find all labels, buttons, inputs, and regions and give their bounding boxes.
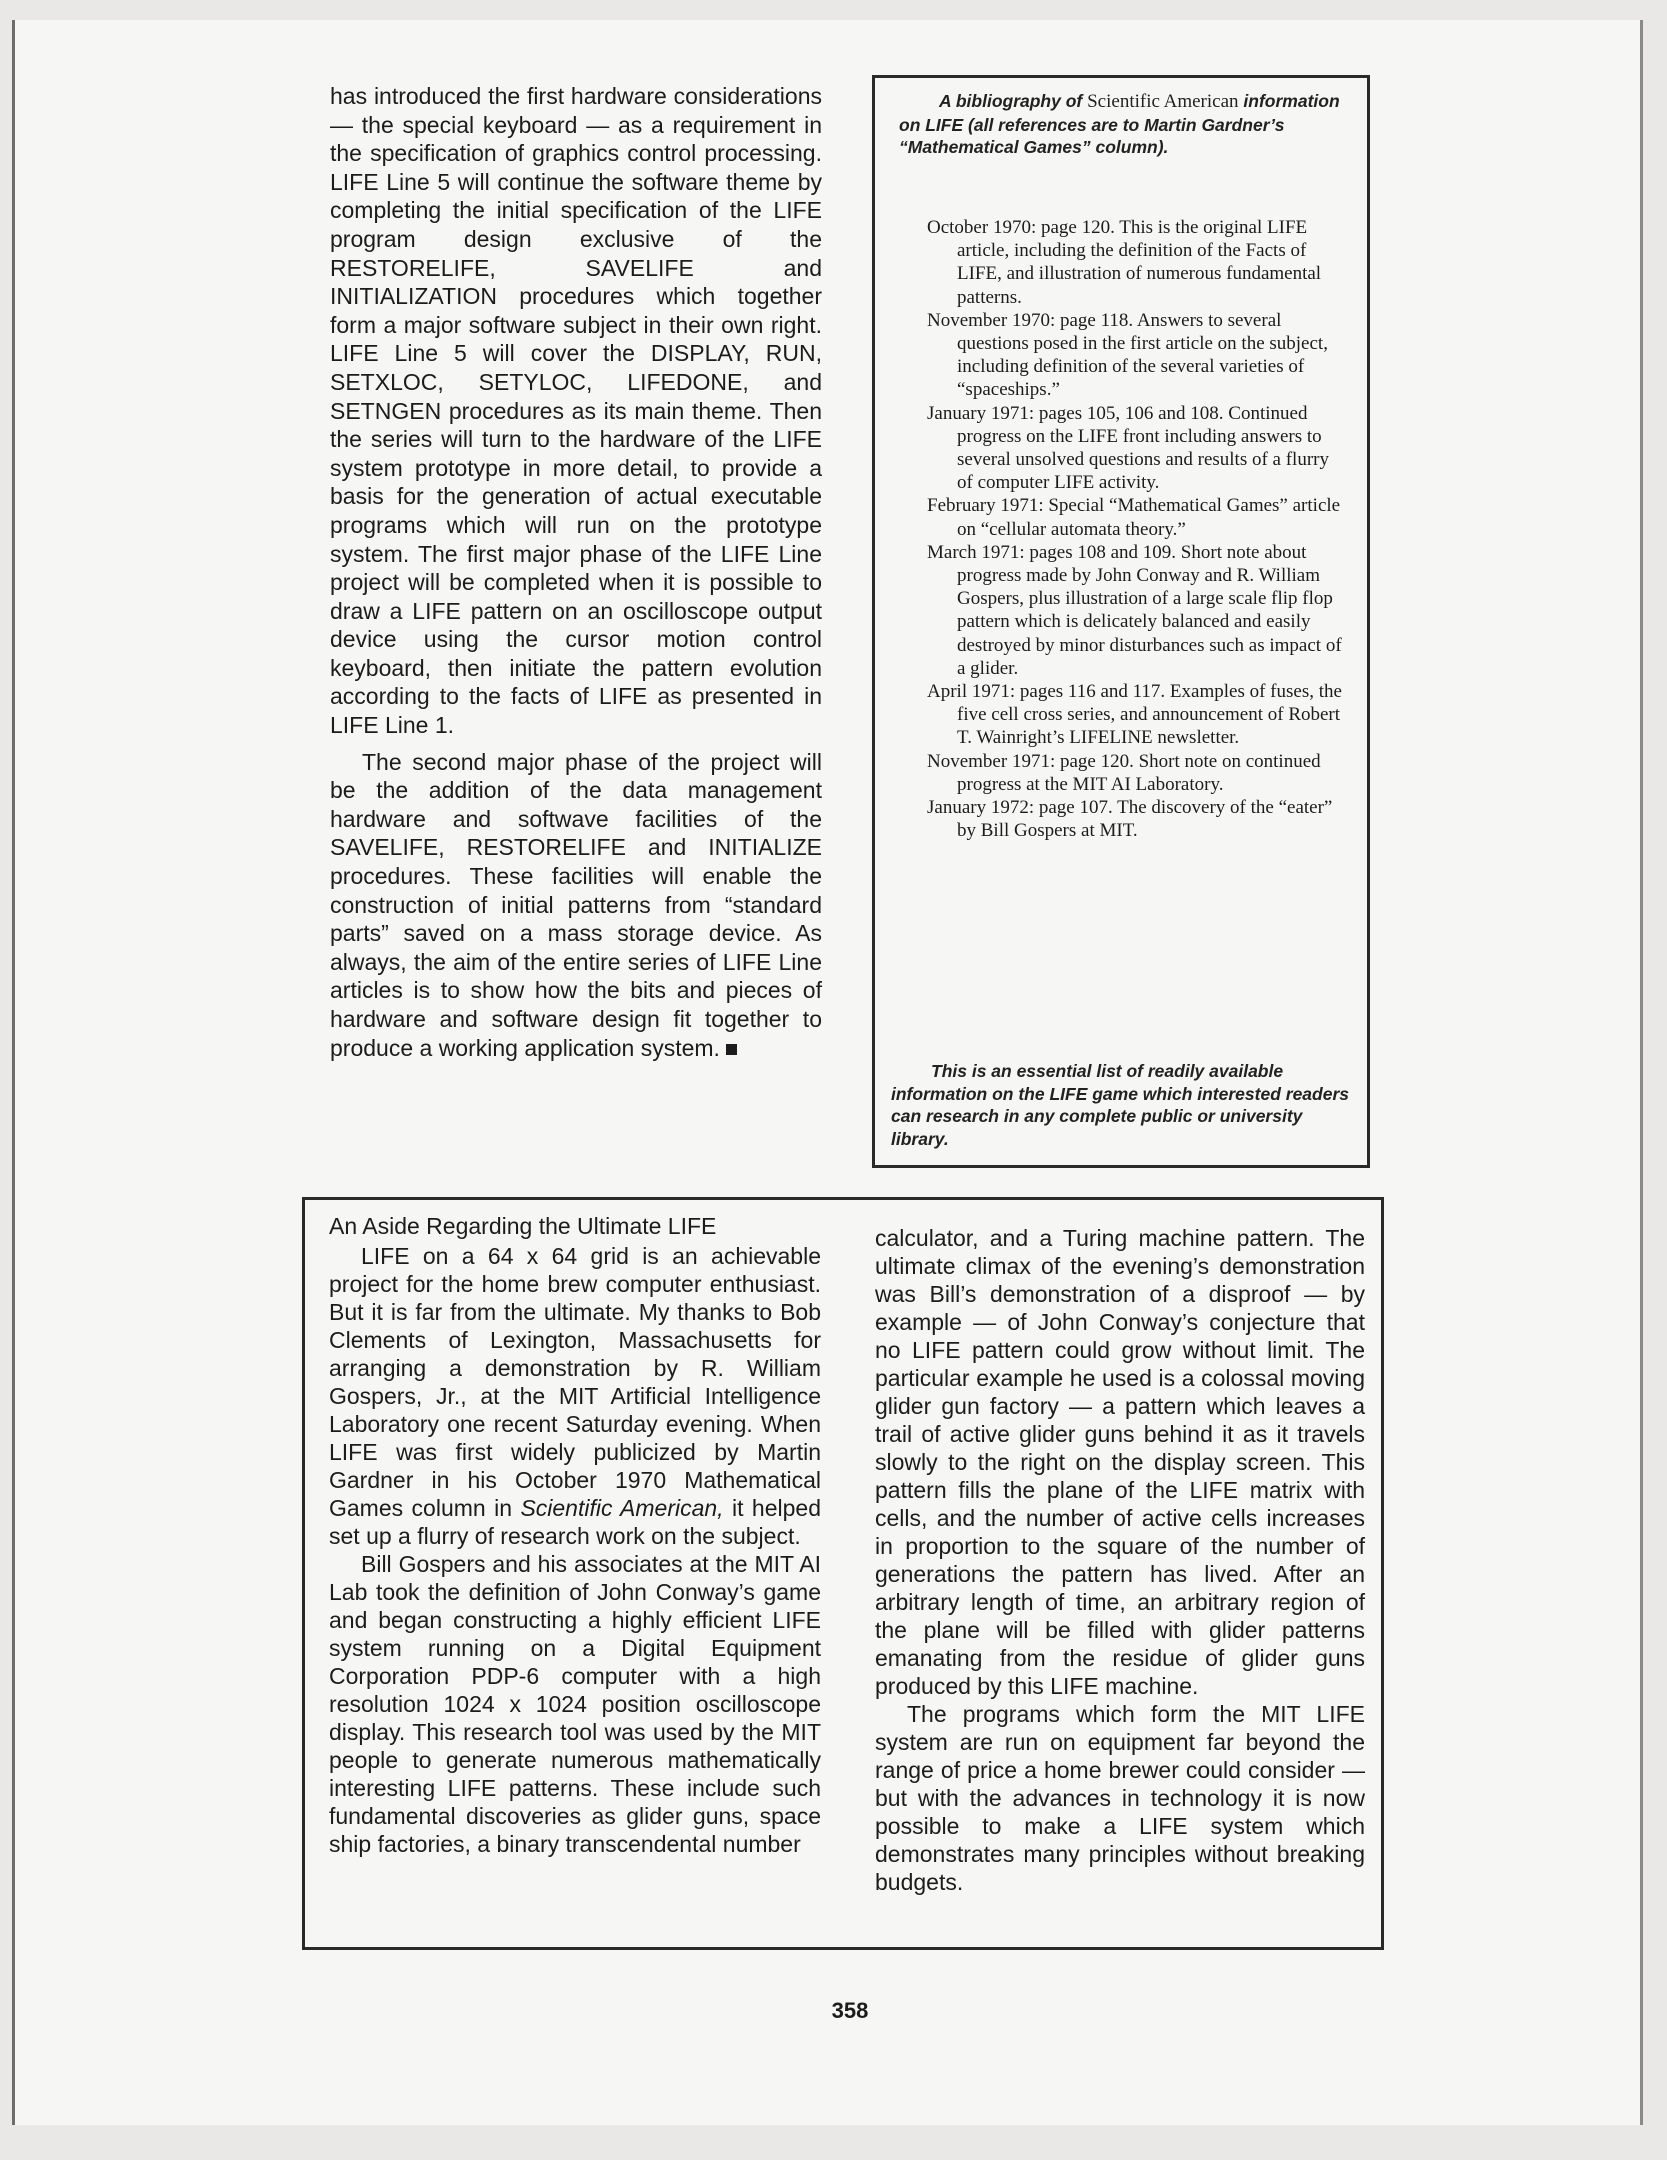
aside-magazine-title: Scientific American, xyxy=(520,1495,724,1521)
bibliography-intro xyxy=(899,90,1345,159)
bibliography-outro: This is an essential list of readily available information on the LIFE game which interested readers can research in any complete public or university library. xyxy=(891,1061,1349,1149)
article-column-left xyxy=(330,82,822,1062)
bibliography-entry: November 1970: page 118. Answers to several questions posed in the first article on the subject, including definition of the several varieties of “spaceships.” xyxy=(927,309,1328,401)
bibliography-entry: March 1971: pages 108 and 109. Short note about progress made by John Conway and R. William Gospers, plus illustration of a large scale flip flop pattern which is delicately balanced and easily destroyed by minor disturbances such as impact of a glider. xyxy=(927,541,1342,679)
aside-paragraph xyxy=(329,1242,821,1550)
article-paragraph-text: The second major phase of the project will be the addition of the data management hardware and softwave facilities of the SAVELIFE, RESTORELIFE and INITIALIZE procedures. These facilities will enable the construction of initial patterns from “standard parts” saved on a mass storage device. As always, the aim of the entire series of LIFE Line articles is to show how the bits and pieces of hardware and software design fit together to produce a working application system. xyxy=(330,748,822,1061)
aside-title: An Aside Regarding the Ultimate LIFE xyxy=(329,1213,717,1239)
bibliography-entry: January 1972: page 107. The discovery of the “eater” by Bill Gospers at MIT. xyxy=(927,797,1333,842)
bibliography-intro-rest: information on LIFE (all references are to Martin Gardner’s “Mathematical Games” column). xyxy=(899,91,1340,157)
bibliography-entry: November 1971: page 120. Short note on continued progress at the MIT AI Laboratory. xyxy=(927,750,1321,795)
aside-paragraph: calculator, and a Turing machine pattern. The ultimate climax of the evening’s demonstration was Bill’s demonstration of a disproof — by example — of John Conway’s conjecture that no LIFE pattern could grow without limit. The particular example he used is a colossal moving glider gun factory — a pattern which leaves a trail of active glider guns behind it as it travels slowly to the right on the display screen. This pattern fills the plane of the LIFE matrix with cells, and the number of active cells increases in proportion to the square of the number of generations the pattern has lived. After an arbitrary length of time, an arbitrary region of the plane will be filled with glider patterns emanating from the residue of glider guns produced by this LIFE machine. xyxy=(875,1225,1365,1699)
aside-column-left xyxy=(329,1242,821,1858)
aside-paragraph-text: it helped set up a flurry of research work on the subject. xyxy=(329,1495,821,1549)
page-edge-left xyxy=(12,20,15,2125)
article-paragraph: has introduced the first hardware considerations — the special keyboard — as a requirement in the specification of graphics control processing. LIFE Line 5 will continue the software theme by completing the initial specification of the LIFE program design exclusive of the RESTORELIFE, SAVELIFE and INITIALIZATION procedures which together form a major software subject in their own right. LIFE Line 5 will cover the DISPLAY, RUN, SETXLOC, SETYLOC, LIFEDONE, and SETNGEN procedures as its main theme. Then the series will turn to the hardware of the LIFE system prototype in more detail, to provide a basis for the generation of actual executable programs which will run on the prototype system. The first major phase of the LIFE Line project will be completed when it is possible to draw a LIFE pattern on an oscilloscope output device using the cursor motion control keyboard, then initiate the pattern evolution according to the facts of LIFE as presented in LIFE Line 1. xyxy=(330,83,822,739)
page-number: 358 xyxy=(831,1998,869,2023)
aside-column-right xyxy=(875,1224,1365,1896)
bibliography-entry: October 1970: page 120. This is the original LIFE article, including the definition of the Facts of LIFE, and illustration of numerous fundamental patterns. xyxy=(927,217,1322,308)
bibliography-list xyxy=(927,216,1345,842)
end-of-article-mark xyxy=(726,1044,737,1055)
bibliography-box xyxy=(872,75,1370,1168)
bibliography-entry: January 1971: pages 105, 106 and 108. Continued progress on the LIFE front including answers to several unsolved questions and results of a flurry of computer LIFE activity. xyxy=(927,402,1329,494)
bibliography-entry: April 1971: pages 116 and 117. Examples of fuses, the five cell cross series, and announcement of Robert T. Wainright’s LIFELINE newsletter. xyxy=(927,681,1342,749)
bibliography-entry: February 1971: Special “Mathematical Games” article on “cellular automata theory.” xyxy=(927,495,1341,540)
bibliography-intro-lead: A bibliography of xyxy=(939,91,1083,111)
aside-box xyxy=(302,1197,1384,1950)
aside-paragraph: Bill Gospers and his associates at the MIT AI Lab took the definition of John Conway’s game and began constructing a highly efficient LIFE system running on a Digital Equipment Corporation PDP-6 computer with a high resolution 1024 x 1024 position oscilloscope display. This research tool was used by the MIT people to generate numerous mathematically interesting LIFE patterns. These include such fundamental discoveries as glider guns, space ship factories, a binary transcendental number xyxy=(329,1551,821,1857)
article-paragraph xyxy=(330,748,822,1063)
page-edge-right xyxy=(1640,20,1643,2125)
bibliography-intro-source: Scientific American xyxy=(1087,91,1239,112)
aside-paragraph-text: LIFE on a 64 x 64 grid is an achievable project for the home brew computer enthusiast. But it is far from the ultimate. My thanks to Bob Clements of Lexington, Massachusetts for arranging a demonstration by R. William Gospers, Jr., at the MIT Artificial Intelligence Laboratory one recent Saturday evening. When LIFE was first widely publicized by Martin Gardner in his October 1970 Mathematical Games column in xyxy=(329,1243,821,1521)
aside-paragraph: The programs which form the MIT LIFE system are run on equipment far beyond the range of price a home brewer could consider — but with the advances in technology it is now possible to make a LIFE system which demonstrates many principles without breaking budgets. xyxy=(875,1701,1365,1895)
